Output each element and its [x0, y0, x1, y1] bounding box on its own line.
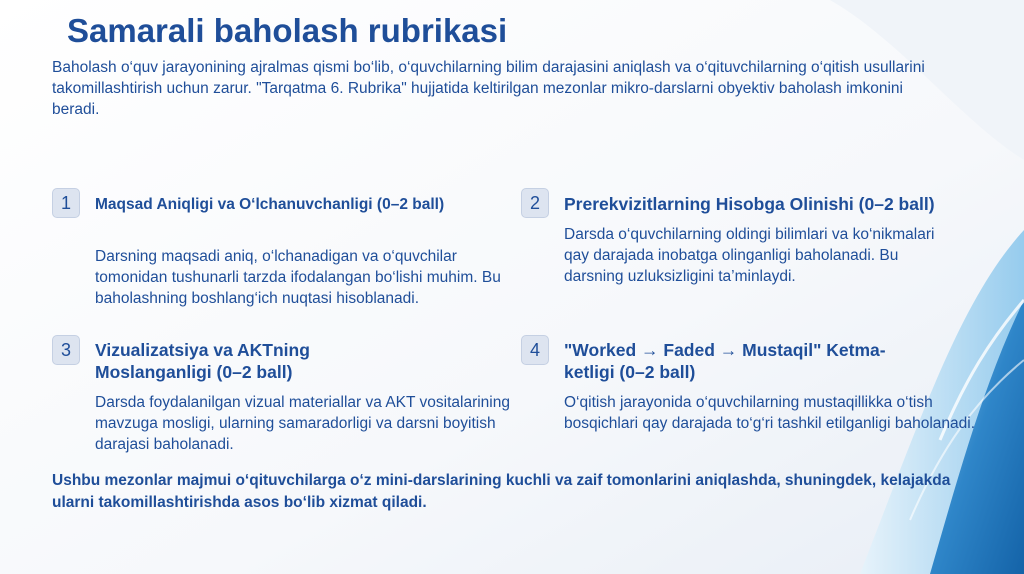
criterion-title: Vizualizatsiya va AKTning Moslanganligi (0–2 ball)	[95, 340, 310, 382]
criterion-number-badge: 4	[521, 335, 549, 365]
footer-summary: Ushbu mezonlar majmui o‘qituvchilarga o‘z mini-darslarining kuchli va zaif tomonlarini aniqlashda, shuningdek, kelajakda ularni takomillashtirishda asos bo‘lib xizmat qiladi.	[52, 472, 951, 511]
criterion-description: Darsning maqsadi aniq, o‘lchanadigan va o‘quvchilar tomonidan tushunarli tarzda ifodalangan bo‘lishi muhim. Bu baholashning boshlang‘ich nuqtasi hisoblanadi.	[95, 248, 501, 307]
criterion-number-badge: 2	[521, 188, 549, 218]
criterion-description: O‘qitish jarayonida o‘quvchilarning mustaqillikka o‘tish bosqichlari qay darajada to‘g‘ri tashkil etilganligi baholanadi.	[564, 394, 976, 432]
slide-title: Samarali baholash rubrikasi	[67, 12, 508, 49]
criterion-title: "Worked → Faded → Mustaqil" Ketma-ketligi (0–2 ball)	[564, 340, 886, 382]
criterion-title: Prerekvizitlarning Hisobga Olinishi (0–2 ball)	[564, 194, 935, 214]
criterion-number-badge: 1	[52, 188, 80, 218]
criterion-description: Darsda foydalanilgan vizual materiallar va AKT vositalarining mavzuga mosligi, ularning samaradorligi va darsni boyitish darajasi baholanadi.	[95, 394, 510, 453]
criterion-number-badge: 3	[52, 335, 80, 365]
criterion-description: Darsda o‘quvchilarning oldingi bilimlari va ko‘nikmalari qay darajada inobatga olinganligi baholanadi. Bu darsning uzluksizligini ta’minlaydi.	[564, 226, 935, 285]
intro-paragraph: Baholash o‘quv jarayonining ajralmas qismi bo‘lib, o‘quvchilarning bilim darajasini aniqlash va o‘qituvchilarning o‘qitish usullarini takomillashtirish uchun zarur. "Tarqatma 6. Rubrika" hujjatida keltirilgan mezonlar mikro-darslarni obyektiv baholash imkonini beradi.	[52, 59, 925, 118]
criterion-title: Maqsad Aniqligi va O‘lchanuvchanligi (0–2 ball)	[95, 196, 445, 213]
